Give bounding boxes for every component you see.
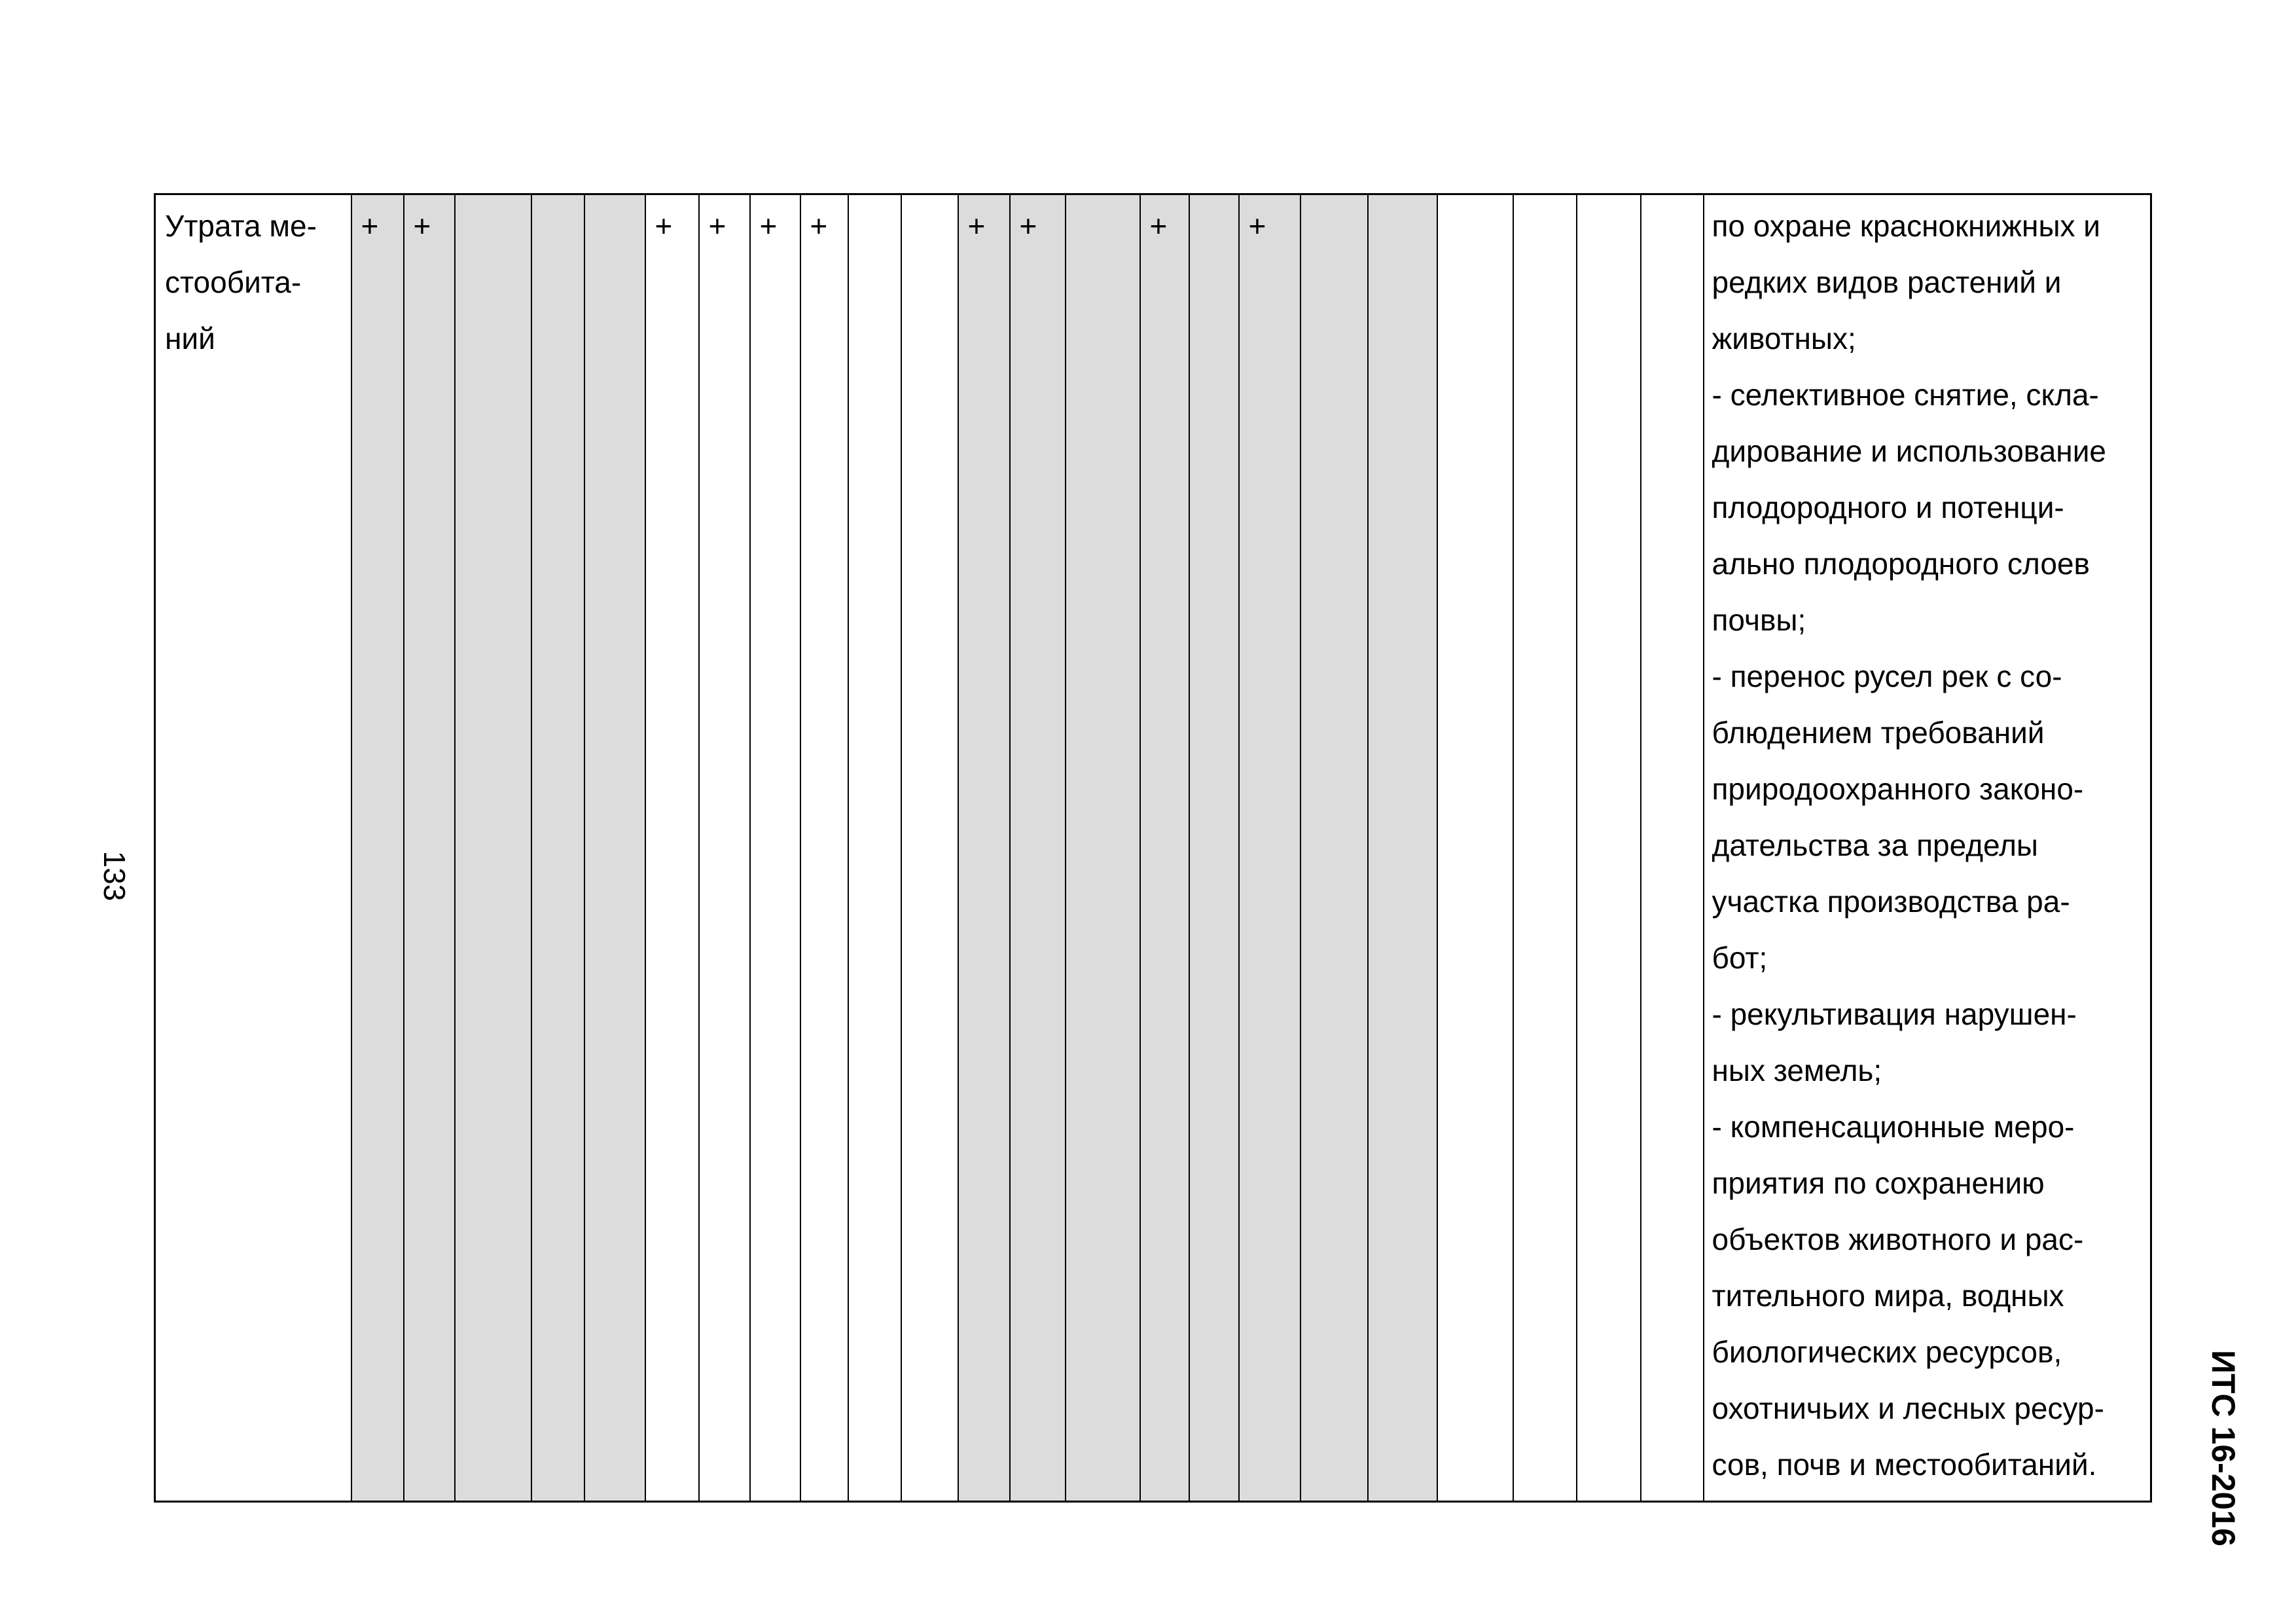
impact-label-cell: [155, 194, 351, 1502]
description-line: животных;: [1712, 321, 1856, 356]
description-line: почвы;: [1712, 603, 1806, 637]
description-line: ально плодородного слоев: [1712, 547, 2090, 581]
description-line: бот;: [1712, 941, 1768, 975]
mark-cell: +: [1239, 194, 1300, 1502]
mark-cell: +: [750, 194, 800, 1502]
mark-cell: +: [699, 194, 750, 1502]
description-line: дирование и использование: [1712, 434, 2106, 468]
document-code: ИТС 16-2016: [2205, 1350, 2242, 1546]
description-line: тительного мира, водных: [1712, 1279, 2064, 1313]
mark-cell: +: [351, 194, 404, 1502]
impact-label-line: стообита-: [165, 265, 302, 299]
impact-label-line: ний: [165, 321, 215, 356]
description-line: сов, почв и местообитаний.: [1712, 1448, 2097, 1482]
mark-cell: [1577, 194, 1641, 1502]
description-line: приятия по сохранению: [1712, 1166, 2045, 1200]
mark-cell: [455, 194, 531, 1502]
mark-cell: [1513, 194, 1577, 1502]
mark-cell: [1641, 194, 1704, 1502]
measures-table: [154, 193, 2152, 1503]
description-line: - перенос русел рек с со-: [1712, 659, 2062, 693]
mark-cell: [1368, 194, 1437, 1502]
table-row: [155, 194, 2151, 1502]
description-line: - селективное снятие, скла-: [1712, 378, 2099, 412]
mark-cell: [1066, 194, 1140, 1502]
page-number: 133: [98, 850, 132, 902]
mark-cell: [531, 194, 584, 1502]
mark-cell: +: [404, 194, 455, 1502]
description-line: ных земель;: [1712, 1053, 1882, 1087]
mark-cell: +: [800, 194, 848, 1502]
description-line: природоохранного законо-: [1712, 772, 2084, 806]
description-line: плодородного и потенци-: [1712, 490, 2064, 524]
mark-cell: [1189, 194, 1239, 1502]
mark-cell: +: [958, 194, 1010, 1502]
description-line: участка производства ра-: [1712, 884, 2070, 919]
mark-cell: +: [1140, 194, 1189, 1502]
description-line: - рекультивация нарушен-: [1712, 997, 2077, 1031]
impact-label-line: Утрата ме-: [165, 209, 317, 243]
mark-cell: [584, 194, 645, 1502]
description-line: редких видов растений и: [1712, 265, 2062, 299]
description-line: дательства за пределы: [1712, 828, 2038, 862]
description-line: - компенсационные меро-: [1712, 1110, 2075, 1144]
measures-description-cell: [1704, 194, 2151, 1502]
mark-cell: [848, 194, 901, 1502]
description-line: биологических ресурсов,: [1712, 1335, 2062, 1369]
description-line: объектов животного и рас-: [1712, 1222, 2084, 1256]
description-line: блюдением требований: [1712, 716, 2045, 750]
mark-cell: [1300, 194, 1368, 1502]
mark-cell: [901, 194, 958, 1502]
description-line: охотничьих и лесных ресур-: [1712, 1391, 2104, 1425]
mark-cell: +: [645, 194, 699, 1502]
mark-cell: +: [1010, 194, 1066, 1502]
mark-cell: [1437, 194, 1513, 1502]
description-line: по охране краснокнижных и: [1712, 209, 2100, 243]
